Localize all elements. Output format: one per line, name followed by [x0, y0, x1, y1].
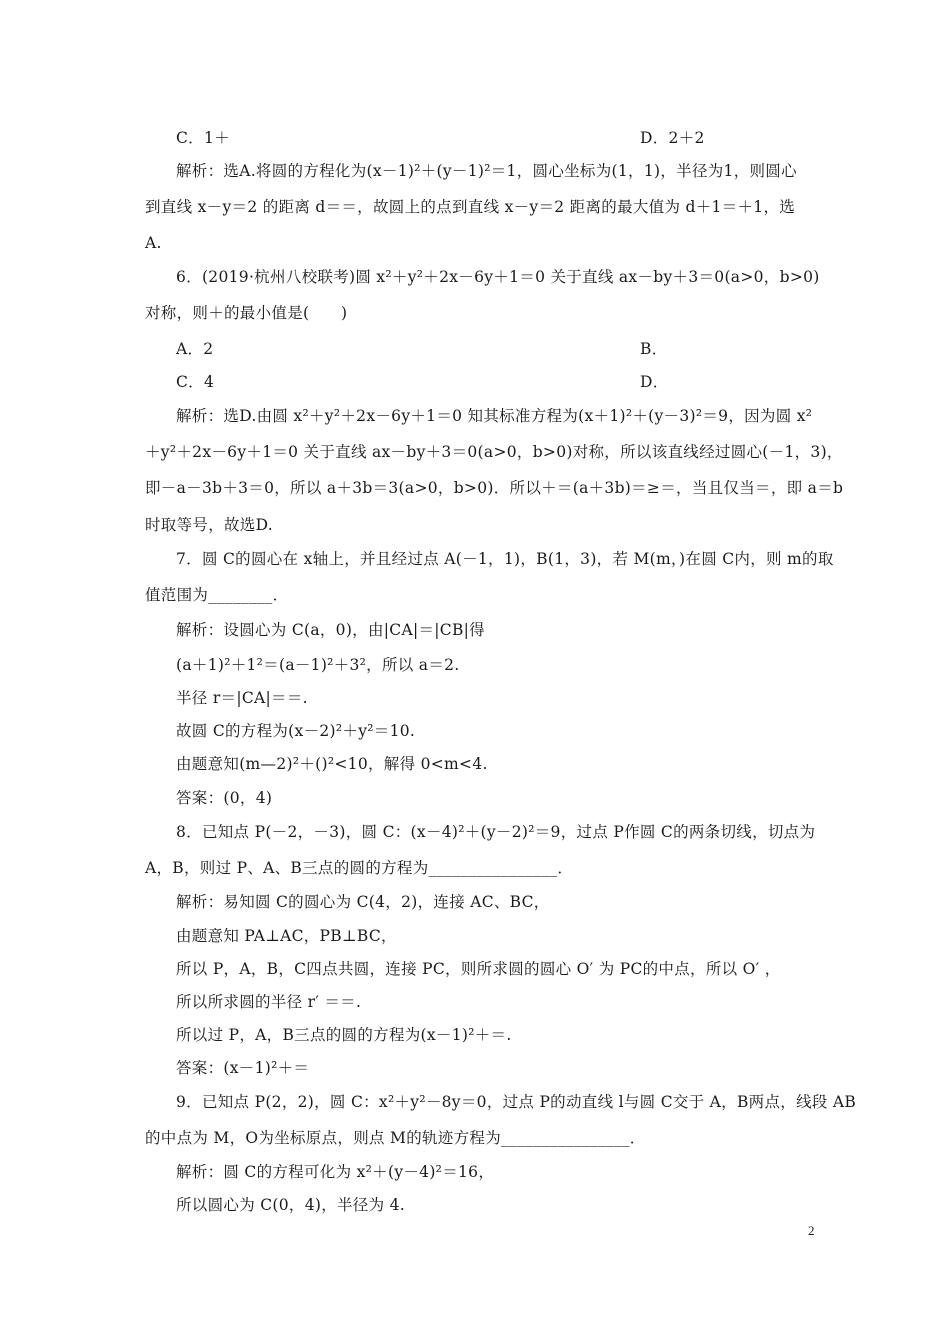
question-7-line-2: 值范围为________． — [145, 586, 289, 604]
solution-q5-line-3: A. — [145, 234, 162, 252]
option-c-q5: C．1＋ — [176, 129, 230, 147]
solution-q5-line-2: 到直线 x－y＝2 的距离 d＝＝，故圆上的点到直线 x－y＝2 距离的最大值为 d＋1＝＋1，选 — [145, 198, 796, 216]
solution-q7-line-5: 由题意知(m—2)²＋()²<10，解得 0<m<4. — [176, 755, 488, 773]
question-6-line-2: 对称，则＋的最小值是( ) — [145, 304, 348, 322]
solution-q9-line-2: 所以圆心为 C(0，4)，半径为 4. — [176, 1196, 406, 1214]
solution-q6-line-2: ＋y²＋2x－6y＋1＝0 关于直线 ax－by＋3＝0(a>0，b>0)对称，所以该直线经过圆心(－1，3)， — [145, 443, 843, 461]
solution-q6-line-1: 解析：选D.由圆 x²＋y²＋2x－6y＋1＝0 知其标准方程为(x＋1)²＋(y－3)²＝9，因为圆 x² — [176, 407, 813, 425]
solution-q8-line-5: 所以过 P，A，B三点的圆的方程为(x－1)²＋＝. — [176, 1026, 512, 1044]
question-7-line-1: 7．圆 C的圆心在 x轴上，并且经过点 A(－1，1)，B(1，3)，若 M(m，)在圆 C内，则 m的取 — [176, 550, 834, 568]
question-8-line-2: A，B，则过 P、A、B三点的圆的方程为________________． — [145, 859, 574, 877]
solution-q8-line-2: 由题意知 PA⊥AC，PB⊥BC， — [176, 927, 397, 945]
option-d-q5: D．2＋2 — [640, 129, 705, 147]
solution-q7-line-2: (a＋1)²＋1²＝(a－1)²＋3²，所以 a＝2. — [176, 656, 460, 674]
option-a-q6: A．2 — [176, 340, 214, 358]
solution-q6-line-3: 即－a－3b＋3＝0，所以 a＋3b＝3(a>0，b>0)．所以＋＝(a＋3b)＝≥＝，当且仅当＝，即 a＝b — [145, 479, 844, 497]
page-number: 2 — [808, 1223, 815, 1238]
option-d-q6: D． — [640, 373, 669, 391]
question-9-line-2: 的中点为 M，O为坐标原点，则点 M的轨迹方程为________________． — [145, 1129, 646, 1147]
question-6-line-1: 6．(2019·杭州八校联考)圆 x²＋y²＋2x－6y＋1＝0 关于直线 ax－by＋3＝0(a>0，b>0) — [176, 268, 820, 286]
question-9-line-1: 9．已知点 P(2，2)，圆 C：x²＋y²－8y＝0，过点 P的动直线 l与圆 C交于 A，B两点，线段 AB — [176, 1093, 857, 1111]
solution-q7-line-1: 解析：设圆心为 C(a，0)，由|CA|＝|CB|得 — [176, 621, 485, 639]
solution-q8-line-1: 解析：易知圆 C的圆心为 C(4，2)，连接 AC、BC， — [176, 893, 550, 911]
solution-q5-line-1: 解析：选A.将圆的方程化为(x－1)²＋(y－1)²＝1，圆心坐标为(1，1)，半径为1，则圆心 — [176, 162, 797, 180]
answer-q8: 答案：(x－1)²＋＝ — [176, 1059, 310, 1077]
option-b-q6: B． — [640, 340, 668, 358]
solution-q7-line-3: 半径 r＝|CA|＝＝. — [176, 689, 308, 707]
solution-q7-line-4: 故圆 C的方程为(x－2)²＋y²＝10. — [176, 722, 416, 740]
question-8-line-1: 8．已知点 P(－2，－3)，圆 C：(x－4)²＋(y－2)²＝9，过点 P作圆 C的两条切线，切点为 — [176, 823, 816, 841]
solution-q6-line-4: 时取等号，故选D. — [145, 516, 274, 534]
solution-q8-line-4: 所以所求圆的半径 r′ ＝＝. — [176, 993, 362, 1011]
solution-q8-line-3: 所以 P，A，B，C四点共圆，连接 PC，则所求圆的圆心 O′ 为 PC的中点，所以 O′ ， — [176, 960, 781, 978]
solution-q9-line-1: 解析：圆 C的方程可化为 x²＋(y－4)²＝16， — [176, 1163, 495, 1181]
answer-q7: 答案：(0，4) — [176, 789, 273, 807]
option-c-q6: C．4 — [176, 373, 215, 391]
